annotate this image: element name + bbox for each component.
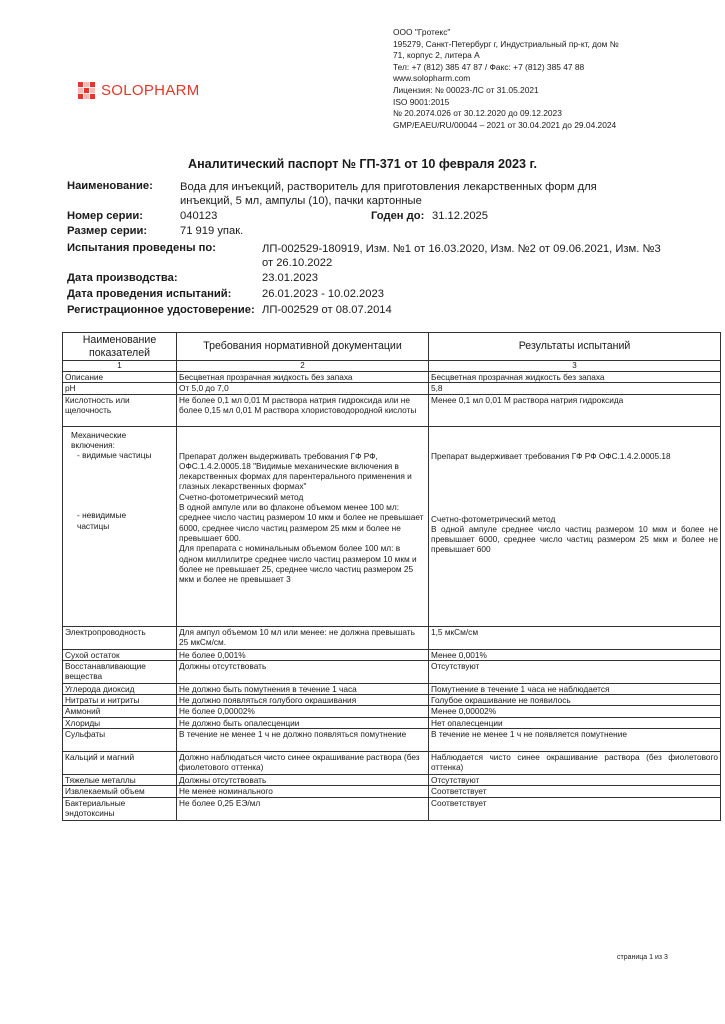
row-requirement: Не менее номинального	[177, 786, 429, 797]
logo-text: SOLOPHARM	[101, 82, 200, 99]
table-row	[63, 383, 721, 394]
table-row	[63, 786, 721, 797]
table-row	[63, 752, 721, 775]
company-address-line-2: 71, корпус 2, литера А	[393, 50, 480, 61]
row-result: 1,5 мкСм/см	[429, 626, 721, 649]
row-name: Сульфаты	[63, 729, 177, 752]
invisible-method-requirement: Счетно-фотометрический метод	[179, 491, 304, 502]
row-name: Хлориды	[63, 717, 177, 728]
invisible-requirement-1: В одной ампуле или во флаконе объемом менее 100 мл: среднее число частиц размером 10 мкм и более не превышает 6000, среднее число частиц размером 25 мкм и более не превышает 600.	[179, 502, 424, 543]
solopharm-logo-icon	[78, 82, 95, 99]
row-result: Отсутствуют	[429, 775, 721, 786]
row-requirement: Не более 0,25 ЕЭ/мл	[177, 797, 429, 820]
invisible-method-result: Счетно-фотометрический метод	[431, 513, 556, 524]
table-row	[63, 706, 721, 717]
row-result: Голубое окрашивание не появилось	[429, 695, 721, 706]
invisible-requirement-2: Для препарата с номинальным объемом более 100 мл: в одном миллилитре среднее число частиц размером 10 мкм и более не превышает 25, среднее число частиц размером 25 мкм и более не превышает 3	[179, 543, 417, 585]
header-requirements: Требования нормативной документации	[177, 333, 429, 361]
column-number: 1	[63, 361, 177, 372]
document-title: Аналитический паспорт № ГП-371 от 10 февраля 2023 г.	[187, 157, 538, 171]
company-iso-cert: № 20.2074.026 от 30.12.2020 до 09.12.2023	[393, 108, 562, 119]
row-name: Сухой остаток	[63, 649, 177, 660]
row-result: Соответствует	[429, 786, 721, 797]
row-result: Нет опалесценции	[429, 717, 721, 728]
header-indicator: Наименование показателей	[63, 333, 177, 361]
row-name: Бактериальные эндотоксины	[63, 797, 177, 820]
row-name: Тяжелые металлы	[63, 775, 177, 786]
table-row	[63, 372, 721, 383]
row-result: Менее 0,1 мл 0,01 М раствора натрия гидроксида	[429, 394, 721, 426]
row-name: Описание	[63, 372, 177, 383]
test-date-label: Дата проведения испытаний:	[67, 288, 232, 300]
row-requirement: Не более 0,1 мл 0,01 М раствора натрия гидроксида или не более 0,15 мл 0,01 М раствора хлористоводородной кислоты	[177, 394, 429, 426]
row-result: Бесцветная прозрачная жидкость без запаха	[429, 372, 721, 383]
mechanical-inclusions-row	[63, 426, 721, 626]
company-iso: ISO 9001:2015	[393, 96, 450, 107]
name-value: Вода для инъекций, растворитель для приготовления лекарственных форм для инъекций, 5 мл, ампулы (10), пачки картонные	[180, 181, 597, 207]
row-name: Аммоний	[63, 706, 177, 717]
row-name: Углерода диоксид	[63, 683, 177, 694]
size-label: Размер серии:	[67, 225, 148, 237]
production-date-value: 23.01.2023	[262, 272, 318, 284]
row-name: Извлекаемый объем	[63, 786, 177, 797]
company-license: Лицензия: № 00023-ЛС от 31.05.2021	[393, 84, 539, 95]
row-name: Электропроводность	[63, 626, 177, 649]
row-requirement: Должно наблюдаться чисто синее окрашивание раствора (без фиолетового оттенка)	[177, 752, 429, 775]
visible-particles-result: Препарат выдерживает требования ГФ РФ ОФС.1.4.2.0005.18	[431, 450, 671, 461]
test-date-value: 26.01.2023 - 10.02.2023	[262, 288, 384, 300]
row-result: 5,8	[429, 383, 721, 394]
registration-label: Регистрационное удостоверение:	[67, 304, 255, 316]
table-row	[63, 394, 721, 426]
row-result: В течение не менее 1 ч не появляется помутнение	[429, 729, 721, 752]
table-header-row	[63, 333, 721, 361]
table-row	[63, 729, 721, 752]
table-row	[63, 717, 721, 728]
row-requirement: В течение не менее 1 ч не должно появляться помутнение	[177, 729, 429, 752]
row-requirement: Должны отсутствовать	[177, 775, 429, 786]
expiry-value: 31.12.2025	[432, 210, 488, 222]
row-name: Нитраты и нитриты	[63, 695, 177, 706]
row-requirement: Не должно быть помутнения в течение 1 часа	[177, 683, 429, 694]
row-result: Менее 0,00002%	[429, 706, 721, 717]
mechanical-requirements-cell	[177, 426, 429, 626]
row-requirement: Не должно появляться голубого окрашивания	[177, 695, 429, 706]
name-label: Наименование:	[67, 180, 153, 192]
table-row	[63, 775, 721, 786]
company-website: www.solopharm.com	[393, 73, 471, 84]
table-row	[63, 626, 721, 649]
expiry-label: Годен до:	[371, 210, 425, 222]
page-number: страница 1 из 3	[617, 954, 668, 961]
row-requirement: Бесцветная прозрачная жидкость без запаха	[177, 372, 429, 383]
table-row	[63, 683, 721, 694]
column-number: 3	[429, 361, 721, 372]
row-requirement: Не должно быть опалесценции	[177, 717, 429, 728]
row-result: Наблюдается чисто синее окрашивание раствора (без фиолетового оттенка)	[429, 752, 721, 775]
visible-particles-requirement: Препарат должен выдерживать требования ГФ РФ, ОФС.1.4.2.0005.18 "Видимые механические включения в лекарственных формах для парентерального применения и глазных лекарственных формах"	[179, 450, 412, 492]
size-value: 71 919 упак.	[180, 225, 244, 237]
row-requirement: Должны отсутствовать	[177, 660, 429, 683]
mechanical-inclusions-cell	[63, 426, 177, 626]
mechanical-inclusions-label: Механические включения:	[71, 429, 127, 450]
row-name: pH	[63, 383, 177, 394]
company-gmp: GMP/EAEU/RU/00044 – 2021 от 30.04.2021 до 29.04.2024	[393, 119, 617, 130]
solopharm-logo	[78, 82, 200, 99]
row-name: Кальций и магний	[63, 752, 177, 775]
column-number: 2	[177, 361, 429, 372]
tests-label: Испытания проведены по:	[67, 242, 216, 254]
mechanical-results-cell	[429, 426, 721, 626]
production-date-label: Дата производства:	[67, 272, 178, 284]
table-row	[63, 649, 721, 660]
table-row	[63, 695, 721, 706]
row-result: Помутнение в течение 1 часа не наблюдается	[429, 683, 721, 694]
row-result: Отсутствуют	[429, 660, 721, 683]
row-requirement: От 5,0 до 7,0	[177, 383, 429, 394]
company-info	[393, 27, 619, 131]
registration-value: ЛП-002529 от 08.07.2014	[262, 304, 392, 316]
row-result: Менее 0,001%	[429, 649, 721, 660]
row-result: Соответствует	[429, 797, 721, 820]
row-requirement: Не более 0,001%	[177, 649, 429, 660]
table-row	[63, 660, 721, 683]
invisible-particles-result: В одной ампуле среднее число частиц размером 10 мкм и более не превышает 6000, среднее число частиц размером 25 мкм и более не превышает 600	[431, 523, 718, 555]
row-requirement: Не более 0,00002%	[177, 706, 429, 717]
visible-particles-label: - видимые частицы	[77, 450, 152, 461]
row-name: Восстанавливающие вещества	[63, 660, 177, 683]
tests-value: ЛП-002529-180919, Изм. №1 от 16.03.2020, Изм. №2 от 09.06.2021, Изм. №3 от 26.10.2022	[262, 243, 661, 269]
row-requirement: Для ампул объемом 10 мл или менее: не должна превышать 25 мкСм/см.	[177, 626, 429, 649]
table-row	[63, 797, 721, 820]
results-table	[62, 332, 721, 821]
column-number-row	[63, 361, 721, 372]
batch-label: Номер серии:	[67, 210, 143, 222]
batch-value: 040123	[180, 210, 218, 222]
company-address-line-1: 195279, Санкт-Петербург г, Индустриальный пр-кт, дом №	[393, 38, 619, 49]
company-phone: Тел: +7 (812) 385 47 87 / Факс: +7 (812) 385 47 88	[393, 61, 585, 72]
row-name: Кислотность или щелочность	[63, 394, 177, 426]
company-name: ООО "Гротекс"	[393, 27, 451, 37]
invisible-particles-label: - невидимые частицы	[77, 510, 127, 531]
header-results: Результаты испытаний	[429, 333, 721, 361]
